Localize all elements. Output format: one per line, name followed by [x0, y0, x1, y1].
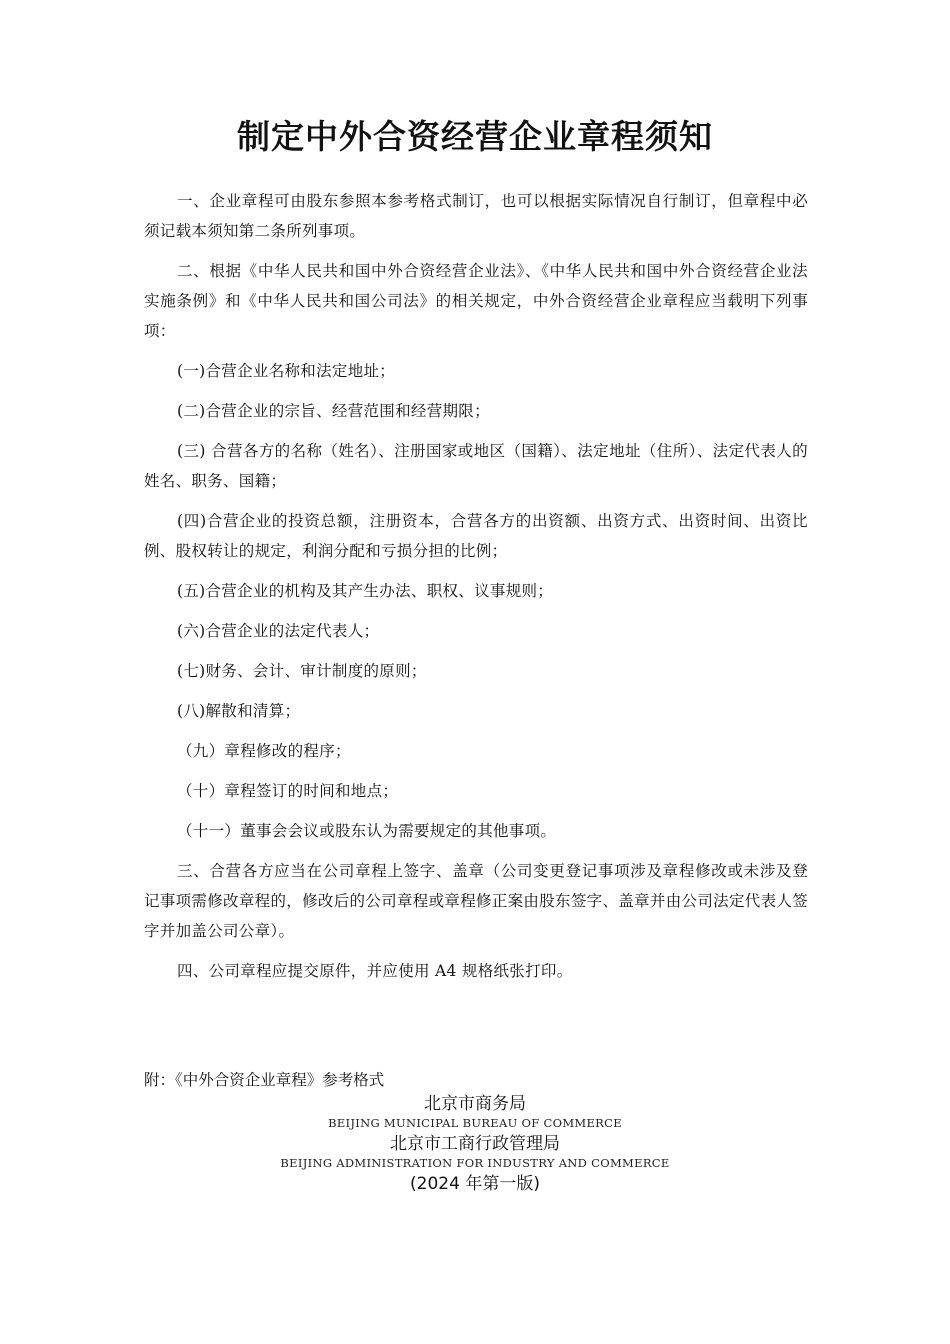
issuer-block [0, 1092, 950, 1196]
paragraph-4: 四、公司章程应提交原件，并应使用 A4 规格纸张打印。 [177, 962, 573, 980]
list-item-10: （十）章程签订的时间和地点； [177, 782, 399, 800]
document-body [144, 186, 808, 996]
list-item-8: (八)解散和清算； [177, 702, 301, 720]
edition-label: (2024 年第一版) [410, 1174, 540, 1194]
issuer-commerce-en: BEIJING MUNICIPAL BUREAU OF COMMERCE [328, 1116, 622, 1130]
attachment-note: 附：《中外合资企业章程》参考格式 [144, 1071, 385, 1089]
issuer-aic-cn: 北京市工商行政管理局 [390, 1134, 560, 1154]
list-item-7: (七)财务、会计、审计制度的原则； [177, 662, 427, 680]
issuer-commerce-cn: 北京市商务局 [424, 1094, 526, 1114]
paragraph-1: 一、企业章程可由股东参照本参考格式制订，也可以根据实际情况自行制订，但章程中必须记载本须知第二条所列事项。 [144, 192, 808, 240]
paragraph-2: 二、根据《中华人民共和国中外合资经营企业法》、《中华人民共和国中外合资经营企业法实施条例》和《中华人民共和国公司法》的相关规定，中外合资经营企业章程应当载明下列事项： [144, 262, 808, 340]
list-item-2: (二)合营企业的宗旨、经营范围和经营期限； [177, 402, 490, 420]
paragraph-3: 三、合营各方应当在公司章程上签字、盖章（公司变更登记事项涉及章程修改或未涉及登记事项需修改章程的，修改后的公司章程或章程修正案由股东签字、盖章并由公司法定代表人签字并加盖公司公章）。 [144, 862, 808, 940]
list-item-5: (五)合营企业的机构及其产生办法、职权、议事规则； [177, 582, 554, 600]
list-item-4: (四)合营企业的投资总额，注册资本，合营各方的出资额、出资方式、出资时间、出资比例、股权转让的规定，利润分配和亏损分担的比例； [144, 512, 808, 560]
list-item-1: (一)合营企业名称和法定地址； [177, 362, 396, 380]
list-item-9: （九）章程修改的程序； [177, 742, 351, 760]
list-item-11: （十一）董事会会议或股东认为需要规定的其他事项。 [177, 822, 557, 840]
issuer-aic-en: BEIJING ADMINISTRATION FOR INDUSTRY AND COMMERCE [280, 1156, 670, 1170]
document-title: 制定中外合资经营企业章程须知 [237, 117, 713, 156]
list-item-3: (三) 合营各方的名称（姓名）、注册国家或地区（国籍）、法定地址（住所）、法定代表人的姓名、职务、国籍； [144, 442, 808, 490]
list-item-6: (六)合营企业的法定代表人； [177, 622, 380, 640]
